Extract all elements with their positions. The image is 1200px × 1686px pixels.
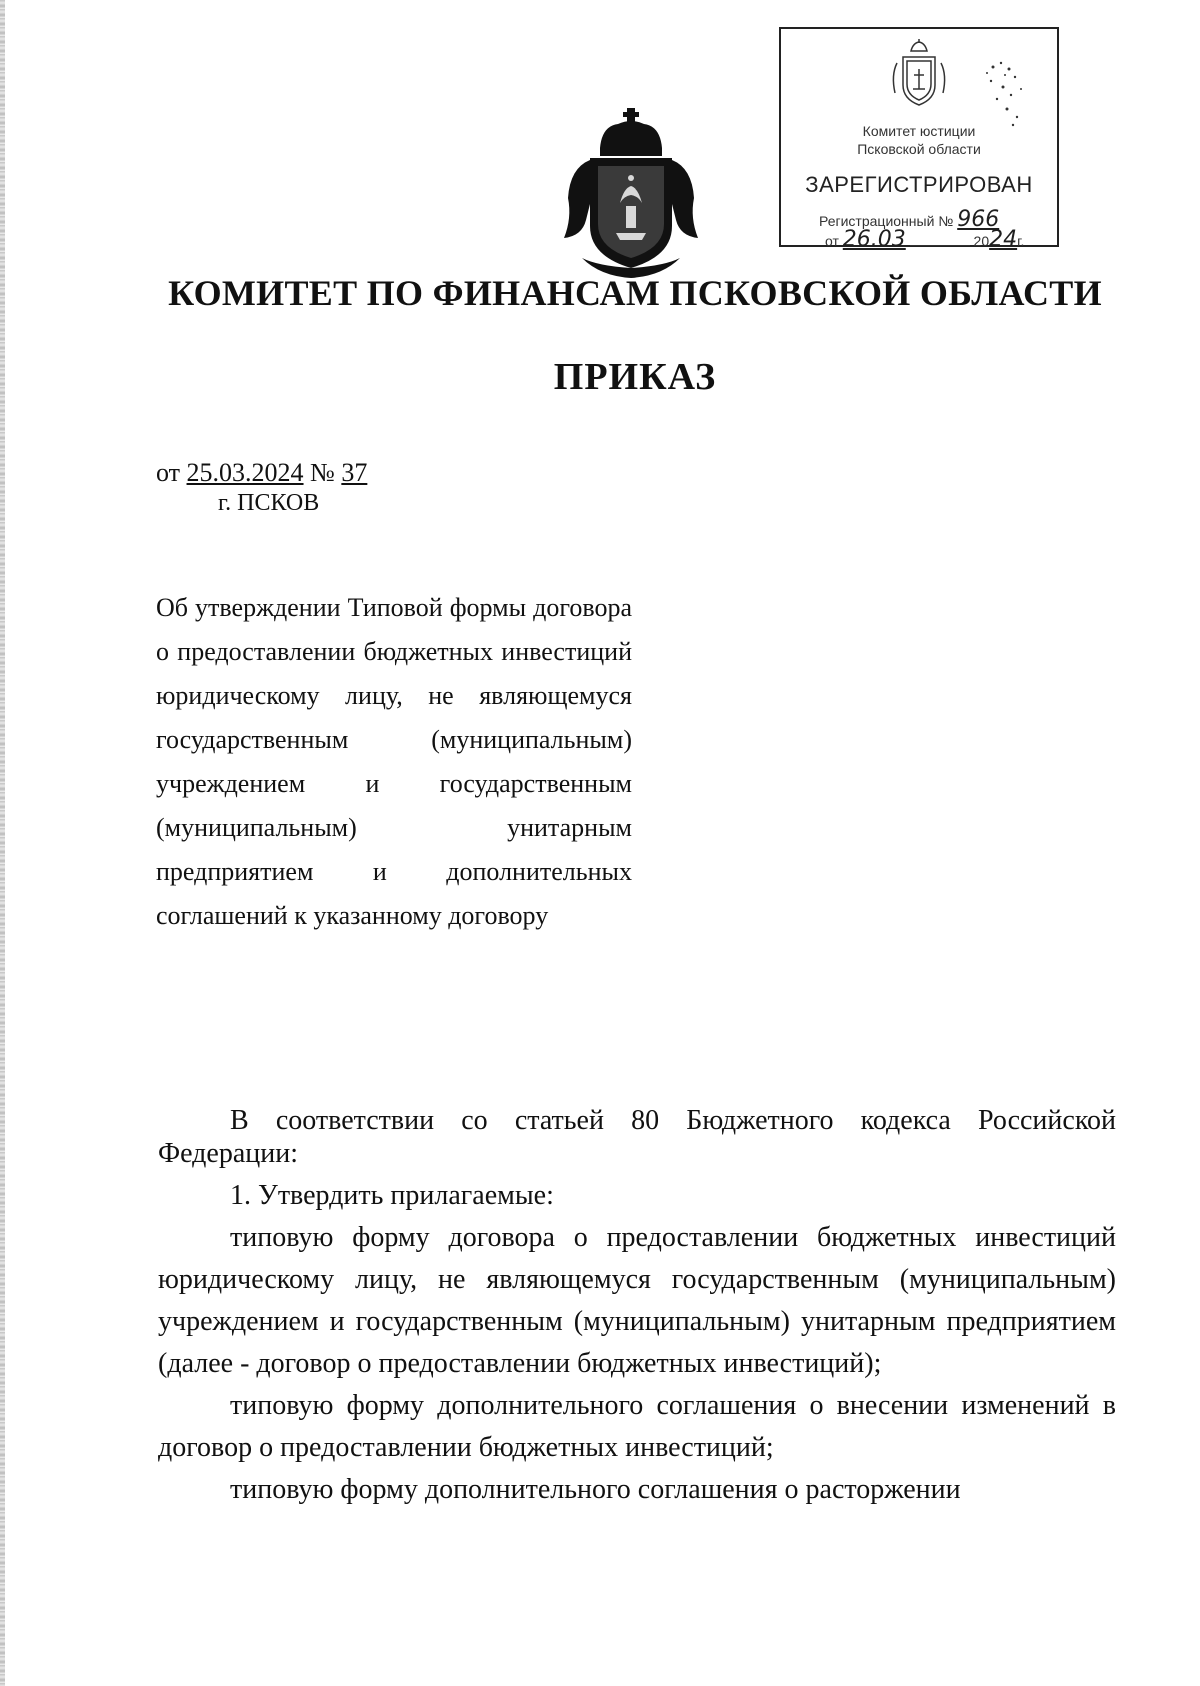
number-sign: №	[310, 458, 335, 487]
order-body	[158, 1104, 1116, 1511]
approved-form-amendment-paragraph: типовую форму дополнительного соглашения о внесении изменений в договор о предоставлении бюджетных инвестиций;	[158, 1390, 1116, 1463]
scan-edge	[0, 0, 5, 1686]
stamp-date-prefix: от	[825, 233, 839, 249]
clause-1-paragraph: 1. Утвердить прилагаемые:	[230, 1180, 554, 1211]
stamp-coat-of-arms-icon	[889, 39, 949, 109]
stamp-date-year-suffix: 24	[989, 227, 1018, 252]
registration-stamp	[779, 27, 1059, 252]
stamp-date-year-prefix: 20	[973, 233, 990, 249]
coat-of-arms-emblem	[560, 108, 702, 280]
stamp-registered-title: ЗАРЕГИСТРИРОВАН	[805, 172, 1033, 197]
order-number: 37	[341, 458, 368, 487]
preamble-paragraph: В соответствии со статьей 80 Бюджетного кодекса Российской Федерации:	[158, 1105, 1116, 1169]
document-title: ПРИКАЗ	[553, 356, 717, 398]
stamp-date-day-month: 26.03	[842, 227, 906, 252]
stamp-org-line1: Комитет юстиции	[862, 123, 976, 139]
date-prefix: от	[156, 458, 181, 487]
stamp-organization	[781, 122, 1057, 158]
order-subject: Об утверждении Типовой формы договора о предоставлении бюджетных инвестиций юридическому лицу, не являющемуся государственным (муниципальным) учреждением и государственным (муниципальным) унитарным предприятием и дополнительных соглашений к указанному договору	[156, 593, 632, 930]
order-date-number	[156, 458, 367, 488]
order-city: г. ПСКОВ	[218, 490, 320, 516]
stamp-org-line2: Псковской области	[857, 141, 981, 157]
stamp-regno-label: Регистрационный №	[819, 213, 954, 229]
stamp-regno-value: 966	[957, 207, 1000, 232]
stamp-registration-date	[825, 227, 1024, 252]
stamp-date-spacer	[910, 245, 970, 246]
approved-form-contract-paragraph: типовую форму договора о предоставлении бюджетных инвестиций юридическому лицу, не являющемуся государственным (муниципальным) учреждением и государственным (муниципальным) унитарным предприятием (далее - договор о предоставлении бюджетных инвестиций);	[158, 1222, 1116, 1379]
approved-form-termination-paragraph: типовую форму дополнительного соглашения о расторжении	[230, 1474, 961, 1505]
organization-name: КОМИТЕТ ПО ФИНАНСАМ ПСКОВСКОЙ ОБЛАСТИ	[168, 273, 1102, 313]
stamp-date-year-end: г.	[1017, 233, 1025, 249]
order-date: 25.03.2024	[186, 458, 304, 487]
